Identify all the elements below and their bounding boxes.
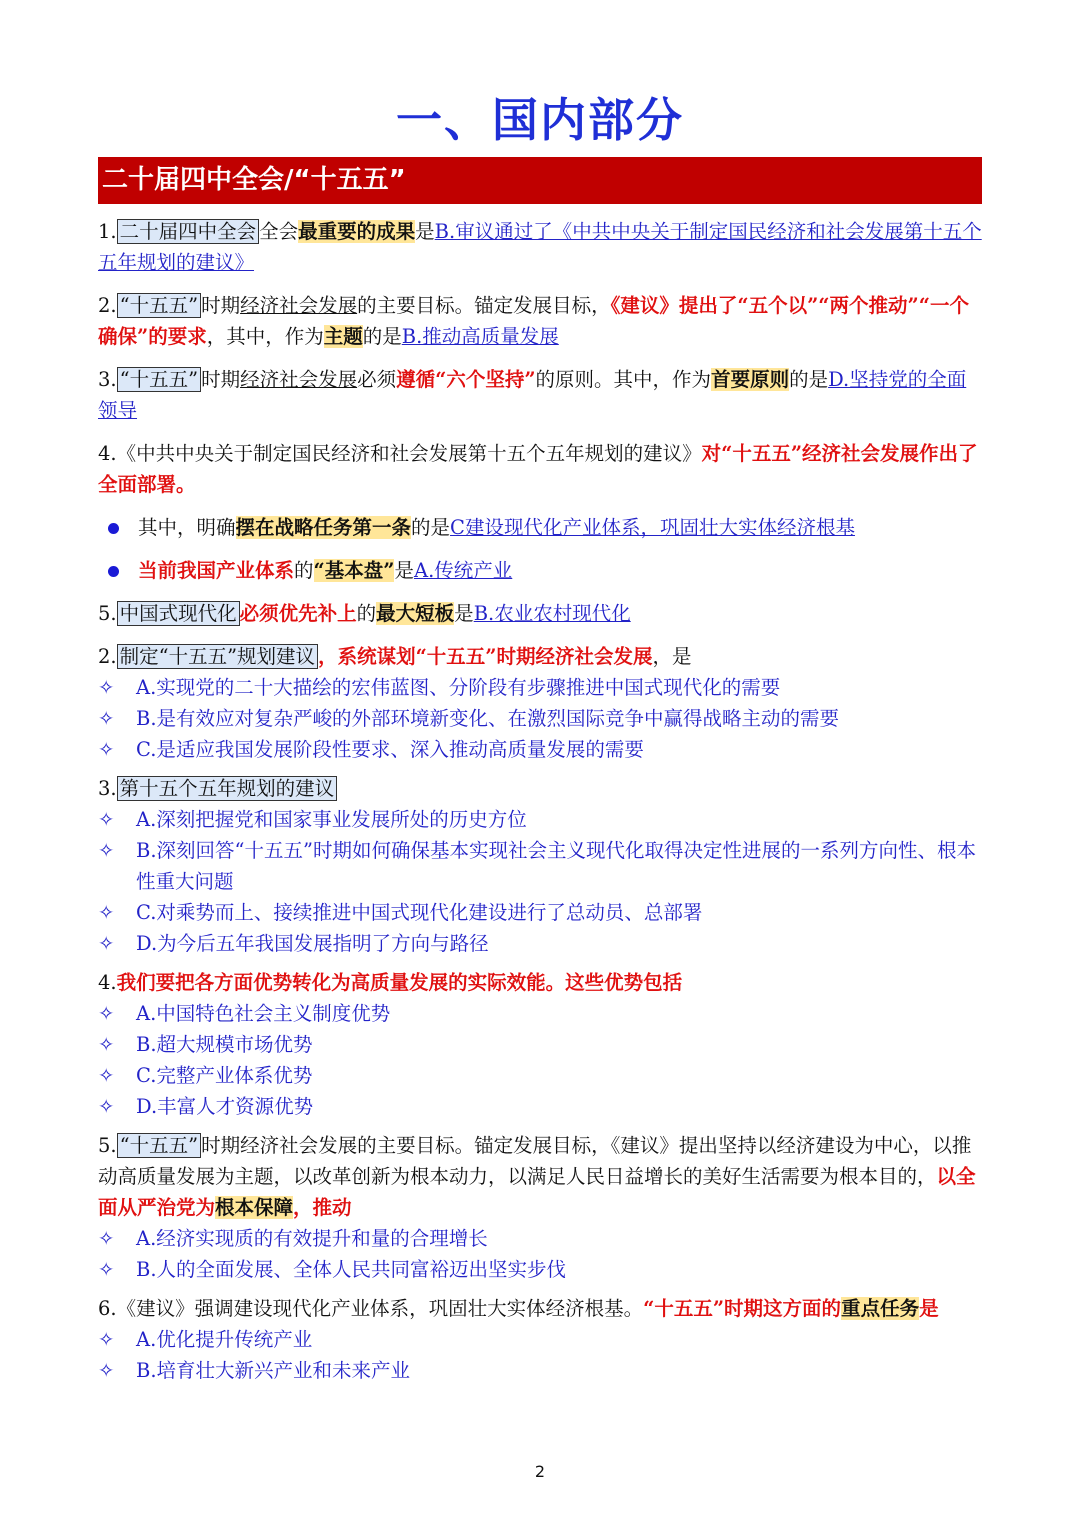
option-item (98, 1060, 982, 1091)
option-text: A.经济实现质的有效提升和量的合理增长 (136, 1227, 488, 1250)
diamond-marker-icon: ✧ (98, 1227, 115, 1250)
option-text: C.完整产业体系优势 (136, 1064, 313, 1087)
text: 是 (454, 602, 474, 625)
option-item (98, 734, 982, 765)
text: 的 (356, 602, 377, 625)
multi-question-5 (98, 1130, 982, 1223)
text: ，其中，作为 (206, 325, 324, 348)
highlight: 最大短板 (376, 602, 455, 625)
option-item (98, 703, 982, 734)
highlight: 根本保障 (215, 1196, 294, 1219)
diamond-marker-icon: ✧ (98, 1095, 115, 1118)
option-text: B.超大规模市场优势 (136, 1033, 313, 1056)
option-text: D.为今后五年我国发展指明了方向与路径 (136, 932, 489, 955)
diamond-marker-icon: ✧ (98, 1064, 115, 1087)
red-emphasis: 是 (919, 1297, 939, 1320)
keyword-box: “十五五” (117, 1133, 201, 1158)
text: 是 (394, 559, 414, 582)
highlight: 重点任务 (841, 1297, 920, 1320)
option-text: D.丰富人才资源优势 (136, 1095, 314, 1118)
option-text: C.对乘势而上、接续推进中国式现代化建设进行了总动员、总部署 (136, 901, 703, 924)
red-emphasis: 对“十五五”经济社会发展作出了全面部署。 (98, 442, 978, 496)
option-text: C.是适应我国发展阶段性要求、深入推动高质量发展的需要 (136, 738, 644, 761)
red-emphasis: ，推动 (293, 1196, 352, 1219)
text: ，是 (652, 645, 692, 668)
highlight: 最重要的成果 (298, 220, 416, 243)
red-emphasis: ，系统谋划“十五五”时期经济社会发展 (318, 645, 653, 668)
option-item (98, 1223, 982, 1254)
question-number: 2. (98, 294, 117, 317)
diamond-marker-icon: ✧ (98, 1033, 115, 1056)
red-emphasis: 遵循“六个坚持” (396, 368, 536, 391)
red-emphasis: 《建议》提出了“五个以”“两个推动”“一个确保”的要求 (98, 294, 969, 348)
keyword-box: 制定“十五五”规划建议 (117, 644, 318, 669)
keyword-box: “十五五” (117, 367, 201, 392)
option-item (98, 835, 982, 897)
question-5 (98, 598, 982, 629)
red-emphasis: 必须优先补上 (239, 602, 357, 625)
red-emphasis: 当前我国产业体系 (138, 559, 295, 582)
diamond-marker-icon: ✧ (98, 1359, 115, 1382)
text: 全会 (259, 220, 299, 243)
answer: A.传统产业 (413, 559, 513, 582)
section-header: 二十届四中全会/“十五五” (98, 157, 982, 204)
option-text: B.深刻回答“十五五”时期如何确保基本实现社会主义现代化取得决定性进展的一系列方向性、根本性重大问题 (136, 839, 976, 893)
text: 的是 (411, 516, 451, 539)
text: 是 (415, 220, 435, 243)
option-item (98, 804, 982, 835)
text: 的是 (789, 368, 829, 391)
bullet-item-1 (98, 512, 982, 543)
red-emphasis: “十五五”时期这方面的 (643, 1297, 842, 1320)
keyword-box: 第十五个五年规划的建议 (117, 776, 338, 801)
answer: D.坚持党的全面领导 (98, 368, 967, 422)
option-item (98, 1091, 982, 1122)
question-1 (98, 216, 982, 278)
option-item (98, 1029, 982, 1060)
highlight: 主题 (323, 325, 363, 348)
diamond-marker-icon: ✧ (98, 738, 115, 761)
text: 时期经济社会发展的主要目标。锚定发展目标，《建议》提出坚持以经济建设为中心，以推动高质量发展为主题，以改革创新为根本动力，以满足人民日益增长的美好生活需要为根本目的， (98, 1134, 972, 1188)
option-item (98, 1254, 982, 1285)
answer: C建设现代化产业体系，巩固壮大实体经济根基 (450, 516, 855, 539)
option-text: A.中国特色社会主义制度优势 (136, 1002, 391, 1025)
text: 时期 (201, 368, 241, 391)
page-number: 2 (534, 1462, 546, 1481)
option-item (98, 998, 982, 1029)
red-emphasis: 我们要把各方面优势转化为高质量发展的实际效能。这些优势包括 (116, 971, 683, 994)
option-item (98, 928, 982, 959)
bullet-icon (108, 566, 119, 577)
answer: B.农业农村现代化 (473, 602, 631, 625)
answer: B.审议通过了《中共中央关于制定国民经济和社会发展第十五个五年规划的建议》 (98, 220, 982, 274)
diamond-marker-icon: ✧ (98, 808, 115, 831)
diamond-marker-icon: ✧ (98, 707, 115, 730)
question-number: 1. (98, 220, 117, 243)
question-number: 3. (98, 368, 117, 391)
underlined-text: 经济社会发展 (240, 368, 358, 391)
option-item (98, 1324, 982, 1355)
text: 的是 (362, 325, 402, 348)
option-text: B.是有效应对复杂严峻的外部环境新变化、在激烈国际竞争中赢得战略主动的需要 (136, 707, 840, 730)
highlight: 摆在战略任务第一条 (235, 516, 412, 539)
option-item (98, 672, 982, 703)
bullet-icon (108, 523, 119, 534)
keyword-box: 二十届四中全会 (117, 219, 260, 244)
question-number: 5. (98, 1134, 117, 1157)
diamond-marker-icon: ✧ (98, 1258, 115, 1281)
question-number: 3. (98, 777, 117, 800)
multi-question-4 (98, 967, 982, 998)
diamond-marker-icon: ✧ (98, 839, 115, 862)
diamond-marker-icon: ✧ (98, 901, 115, 924)
bullet-item-2 (98, 555, 982, 586)
diamond-marker-icon: ✧ (98, 1328, 115, 1351)
highlight: “基本盘” (313, 559, 395, 582)
multi-question-3 (98, 773, 982, 804)
question-4 (98, 438, 982, 500)
text: 时期 (201, 294, 241, 317)
option-text: B.培育壮大新兴产业和未来产业 (136, 1359, 411, 1382)
question-number: 6. (98, 1297, 117, 1320)
highlight: 首要原则 (711, 368, 790, 391)
answer: B.推动高质量发展 (401, 325, 559, 348)
underlined-text: 经济社会发展 (240, 294, 358, 317)
page-title: 一、国内部分 (396, 93, 684, 147)
question-number: 4. (98, 442, 117, 465)
text: 的 (294, 559, 314, 582)
option-item (98, 1355, 982, 1386)
text: 的主要目标。锚定发展目标， (357, 294, 611, 317)
option-item (98, 897, 982, 928)
multi-question-2 (98, 641, 982, 672)
diamond-marker-icon: ✧ (98, 1002, 115, 1025)
diamond-marker-icon: ✧ (98, 932, 115, 955)
option-text: A.实现党的二十大描绘的宏伟蓝图、分阶段有步骤推进中国式现代化的需要 (136, 676, 781, 699)
multi-question-6 (98, 1293, 982, 1324)
question-2 (98, 290, 982, 352)
question-3 (98, 364, 982, 426)
option-text: B.人的全面发展、全体人民共同富裕迈出坚实步伐 (136, 1258, 567, 1281)
question-number: 4. (98, 971, 117, 994)
keyword-box: “十五五” (117, 293, 201, 318)
content-body (98, 216, 982, 1386)
question-number: 5. (98, 602, 117, 625)
text: 的原则。其中，作为 (535, 368, 712, 391)
option-text: A.深刻把握党和国家事业发展所处的历史方位 (136, 808, 527, 831)
question-number: 2. (98, 645, 117, 668)
text: 其中，明确 (138, 516, 236, 539)
text: 《建议》强调建设现代化产业体系，巩固壮大实体经济根基。 (116, 1297, 644, 1320)
red-emphasis: 以全面从严治党为 (98, 1165, 976, 1219)
option-text: A.优化提升传统产业 (136, 1328, 313, 1351)
diamond-marker-icon: ✧ (98, 676, 115, 699)
keyword-box: 中国式现代化 (117, 601, 240, 626)
text: 《中共中央关于制定国民经济和社会发展第十五个五年规划的建议》 (116, 442, 702, 465)
text: 必须 (357, 368, 397, 391)
